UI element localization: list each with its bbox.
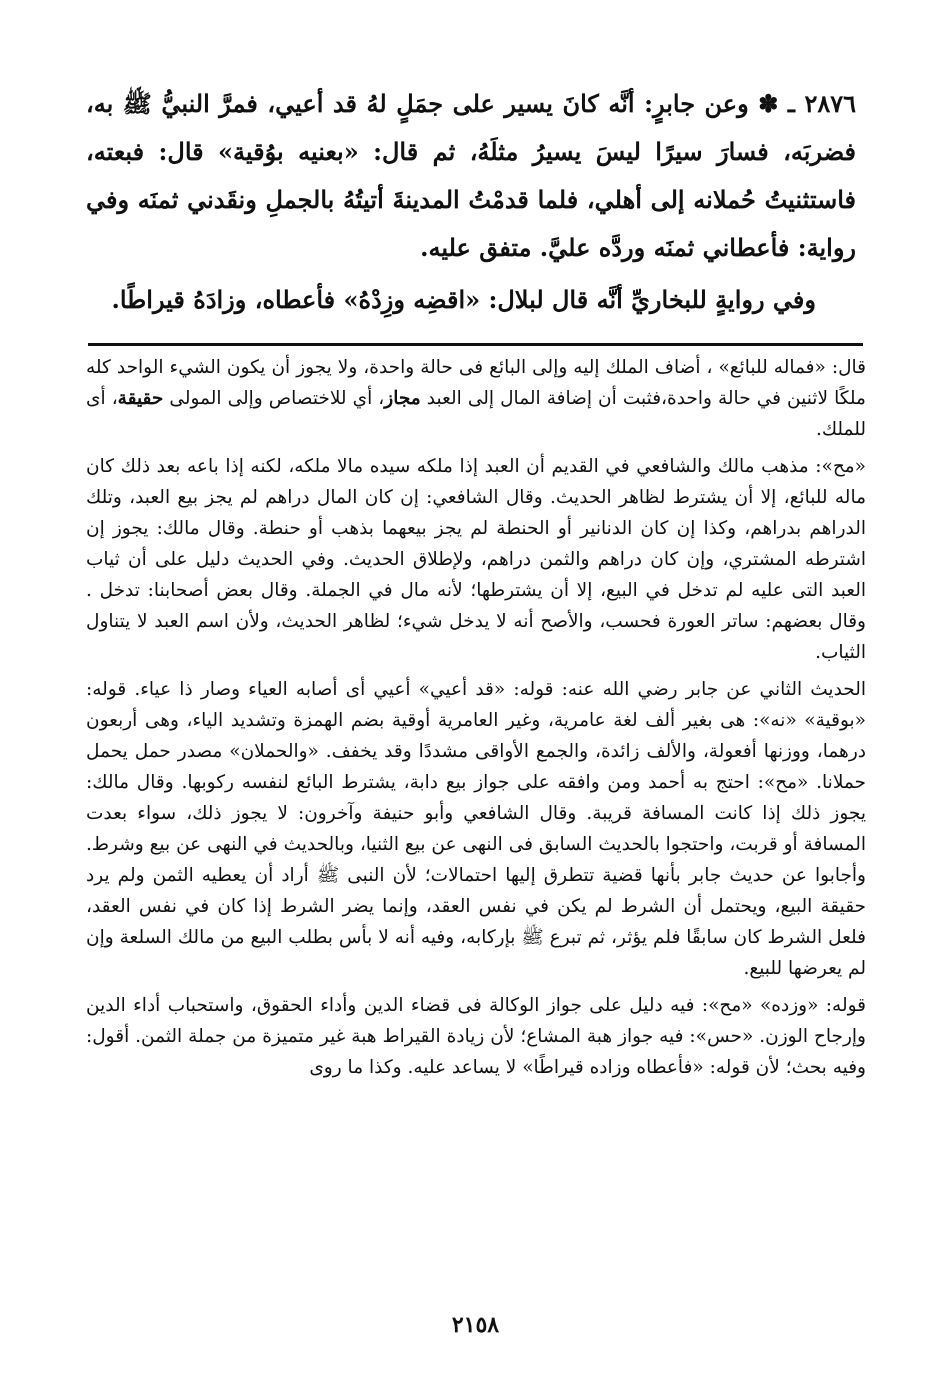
section-divider xyxy=(88,343,863,346)
commentary-text: قال: «فماله للبائع» ، أضاف الملك إليه وإلى البائع فى حالة واحدة، ولا يجوز أن يكون الشيء الواحد كله ملكًا لاثنين في حالة واحدة،فثبت أن إضافة المال إلى العبد xyxy=(86,357,866,409)
hadith-number: ٢٨٧٦ ـ ✽ xyxy=(758,89,857,118)
bold-term: مجاز xyxy=(384,388,421,409)
commentary-block xyxy=(86,352,866,1089)
hadith-alt-narration: وفي روايةٍ للبخاريِّ أنَّه قال لبلال: «اقضِه وزِدْهُ» فأعطاه، وزادَهُ قيراطًا. xyxy=(111,285,816,314)
commentary-paragraph-2: «مح»: مذهب مالك والشافعي في القديم أن العبد إذا ملكه سيده مالا ملكه، لكنه إذا باعه بعد ذلك كان ماله للبائع، إلا أن يشترط لظاهر الحديث. وقال الشافعي: إن كان المال دراهم لم يجز بيع العبد، وتلك الدراهم بدراهم، وكذا إن كان الدنانير أو الحنطة لم يجز بيعهما بذهب أو حنطة. وقال مالك: يجوز إن اشترطه المشتري، وإن كان دراهم والثمن دراهم، ولإطلاق الحديث. وفي الحديث دليل على أن ثياب العبد التى عليه لم تدخل في البيع، إلا أن يشترطها؛ لأنه مال في الجملة. وقال بعض أصحابنا: تدخل . وقال بعضهم: ساتر العورة فحسب، والأصح أنه لا يدخل شيء؛ لظاهر الحديث، ولأن اسم العبد لا يتناول الثياب. xyxy=(86,456,866,663)
commentary-paragraph-4: قوله: «وزده» «مح»: فيه دليل على جواز الوكالة فى قضاء الدين وأداء الحقوق، واستحباب أداء الدين وإرجاح الوزن. «حس»: فيه جواز هبة المشاع؛ لأن زيادة القيراط هبة غير متميزة من جملة الثمن. أقول: وفيه بحث؛ لأن قوله: «فأعطاه وزاده قيراطًا» لا يساعد عليه. وكذا ما روى xyxy=(86,995,866,1078)
commentary-text: ، أي للاختصاص وإلى المولى xyxy=(169,388,385,409)
commentary-text: ، أى للملك. xyxy=(86,388,866,440)
hadith-block xyxy=(86,80,856,324)
bold-term: حقيقة xyxy=(117,388,164,409)
commentary-paragraph-1 xyxy=(86,352,866,445)
hadith-main xyxy=(86,80,856,272)
page-number: ٢١٥٨ xyxy=(451,1312,500,1338)
hadith-text: وعن جابرٍ: أنَّه كانَ يسير على جمَلٍ لهُ قد أعيي، فمرَّ النبيُّ ﷺ به، فضربَه، فسارَ سيرًا ليسَ يسيرُ مثلَهُ، ثم قال: «بعنيه بوُقية» قال: فبعته، فاستثنيتُ حُملانه إلى أهلي، فلما قدمْتُ المدينةَ أتيتُهُ بالجملِ ونقَدني ثمنَه وفي رواية: فأعطاني ثمنَه وردَّه عليَّ. متفق عليه. xyxy=(86,89,856,262)
commentary-paragraph-3: الحديث الثاني عن جابر رضي الله عنه: قوله: «قد أعيي» أعيي أى أصابه العياء وصار ذا عياء. قوله: «بوقية» «نه»: هى بغير ألف لغة عامرية، وغير العامرية أوقية بضم الهمزة وتشديد الياء، وهى أربعون درهما، ووزنها أفعولة، والألف زائدة، والجمع الأواقى مشددًا وقد يخفف. «والحملان» مصدر حمل يحمل حملانا. «مح»: احتج به أحمد ومن وافقه على جواز بيع دابة، يشترط البائع لنفسه ركوبها. وقال مالك: يجوز ذلك إذا كانت المسافة قريبة. وقال الشافعي وأبو حنيفة وآخرون: لا يجوز ذلك، سواء بعدت المسافة أو قربت، واحتجوا بالحديث السابق فى النهى عن بيع الثنيا، وبالحديث في النهى عن بيع وشرط. وأجابوا عن حديث جابر بأنها قضية تتطرق إليها احتمالات؛ لأن النبى ﷺ أراد أن يعطيه الثمن ولم يرد حقيقة البيع، ويحتمل أن الشرط لم يكن في نفس العقد، وإنما يضر الشرط إذا كان في نفس العقد، فلعل الشرط كان سابقًا فلم يؤثر، ثم تبرع ﷺ بإركابه، وفيه أنه لا بأس بطلب البيع من مالك السلعة وإن لم يعرضها للبيع. xyxy=(86,679,866,979)
